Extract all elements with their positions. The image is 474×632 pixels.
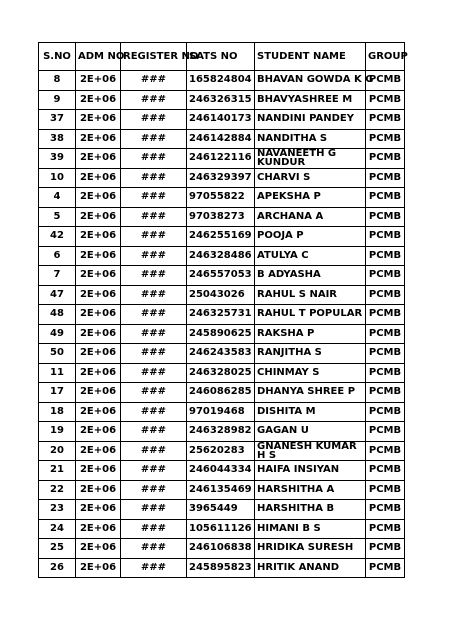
cell-sats-no: 165824804 [187, 71, 255, 91]
cell-register-no: ### [121, 363, 187, 383]
header-group: GROUP [366, 43, 405, 71]
cell-register-no: ### [121, 383, 187, 403]
cell-sno: 48 [39, 305, 76, 325]
cell-adm-no: 2E+06 [76, 363, 121, 383]
cell-student-name: RAHUL T POPULAR [255, 305, 366, 325]
table-row [39, 246, 405, 266]
cell-group: PCMB [366, 461, 405, 481]
cell-sno: 38 [39, 129, 76, 149]
cell-adm-no: 2E+06 [76, 110, 121, 130]
cell-student-name: GNANESH KUMAR H S [255, 441, 366, 461]
cell-sats-no: 246326315 [187, 90, 255, 110]
cell-register-no: ### [121, 188, 187, 208]
cell-sno: 49 [39, 324, 76, 344]
cell-sats-no: 246255169 [187, 227, 255, 247]
cell-group: PCMB [366, 188, 405, 208]
cell-register-no: ### [121, 441, 187, 461]
spreadsheet-page [38, 42, 408, 578]
table-row [39, 422, 405, 442]
cell-group: PCMB [366, 168, 405, 188]
table-row [39, 383, 405, 403]
cell-sats-no: 246106838 [187, 539, 255, 559]
cell-student-name: BHAVYASHREE M [255, 90, 366, 110]
cell-group: PCMB [366, 500, 405, 520]
cell-sats-no: 246140173 [187, 110, 255, 130]
cell-sno: 42 [39, 227, 76, 247]
cell-adm-no: 2E+06 [76, 149, 121, 169]
table-row [39, 305, 405, 325]
cell-student-name: HAIFA INSIYAN [255, 461, 366, 481]
cell-sats-no: 246329397 [187, 168, 255, 188]
cell-group: PCMB [366, 129, 405, 149]
cell-adm-no: 2E+06 [76, 285, 121, 305]
cell-sno: 18 [39, 402, 76, 422]
cell-register-no: ### [121, 246, 187, 266]
cell-register-no: ### [121, 461, 187, 481]
cell-sno: 50 [39, 344, 76, 364]
cell-sats-no: 246328025 [187, 363, 255, 383]
table-row [39, 266, 405, 286]
table-row [39, 402, 405, 422]
cell-sno: 5 [39, 207, 76, 227]
cell-student-name: RAHUL S NAIR [255, 285, 366, 305]
cell-adm-no: 2E+06 [76, 500, 121, 520]
cell-student-name: HARSHITHA B [255, 500, 366, 520]
cell-sats-no: 246328486 [187, 246, 255, 266]
cell-student-name: DHANYA SHREE P [255, 383, 366, 403]
cell-adm-no: 2E+06 [76, 207, 121, 227]
cell-group: PCMB [366, 558, 405, 578]
cell-register-no: ### [121, 344, 187, 364]
cell-sno: 21 [39, 461, 76, 481]
table-row [39, 539, 405, 559]
cell-adm-no: 2E+06 [76, 266, 121, 286]
cell-sats-no: 97019468 [187, 402, 255, 422]
cell-group: PCMB [366, 344, 405, 364]
cell-adm-no: 2E+06 [76, 422, 121, 442]
cell-sno: 17 [39, 383, 76, 403]
cell-sats-no: 97038273 [187, 207, 255, 227]
cell-group: PCMB [366, 285, 405, 305]
cell-adm-no: 2E+06 [76, 246, 121, 266]
table-row [39, 500, 405, 520]
cell-sats-no: 105611126 [187, 519, 255, 539]
cell-sno: 6 [39, 246, 76, 266]
cell-sno: 23 [39, 500, 76, 520]
cell-adm-no: 2E+06 [76, 129, 121, 149]
cell-register-no: ### [121, 422, 187, 442]
cell-sno: 4 [39, 188, 76, 208]
student-table [38, 42, 408, 578]
cell-student-name: ARCHANA A [255, 207, 366, 227]
table-row [39, 168, 405, 188]
cell-student-name: NAVANEETH G KUNDUR [255, 149, 366, 169]
table-row [39, 149, 405, 169]
cell-register-no: ### [121, 71, 187, 91]
table-row [39, 558, 405, 578]
header-sats-no: SATS NO [187, 43, 255, 71]
cell-student-name: ATULYA C [255, 246, 366, 266]
cell-register-no: ### [121, 305, 187, 325]
cell-sno: 47 [39, 285, 76, 305]
cell-adm-no: 2E+06 [76, 344, 121, 364]
cell-sats-no: 246086285 [187, 383, 255, 403]
cell-adm-no: 2E+06 [76, 461, 121, 481]
cell-group: PCMB [366, 207, 405, 227]
cell-sno: 26 [39, 558, 76, 578]
table-row [39, 188, 405, 208]
cell-group: PCMB [366, 422, 405, 442]
cell-sno: 39 [39, 149, 76, 169]
cell-sno: 22 [39, 480, 76, 500]
cell-group: PCMB [366, 246, 405, 266]
cell-student-name: RANJITHA S [255, 344, 366, 364]
cell-register-no: ### [121, 480, 187, 500]
table-row [39, 519, 405, 539]
cell-student-name: GAGAN U [255, 422, 366, 442]
table-row [39, 480, 405, 500]
cell-register-no: ### [121, 539, 187, 559]
cell-sno: 25 [39, 539, 76, 559]
cell-register-no: ### [121, 90, 187, 110]
header-student-name: STUDENT NAME [255, 43, 366, 71]
cell-adm-no: 2E+06 [76, 71, 121, 91]
cell-sno: 37 [39, 110, 76, 130]
cell-sno: 9 [39, 90, 76, 110]
table-row [39, 71, 405, 91]
cell-sno: 20 [39, 441, 76, 461]
cell-adm-no: 2E+06 [76, 383, 121, 403]
cell-student-name: RAKSHA P [255, 324, 366, 344]
cell-sno: 19 [39, 422, 76, 442]
cell-adm-no: 2E+06 [76, 324, 121, 344]
cell-adm-no: 2E+06 [76, 480, 121, 500]
cell-sats-no: 246122116 [187, 149, 255, 169]
cell-group: PCMB [366, 441, 405, 461]
table-row [39, 129, 405, 149]
cell-student-name: NANDINI PANDEY [255, 110, 366, 130]
header-register-no: REGISTER NO [121, 43, 187, 71]
cell-adm-no: 2E+06 [76, 305, 121, 325]
cell-sats-no: 246328982 [187, 422, 255, 442]
cell-register-no: ### [121, 324, 187, 344]
cell-adm-no: 2E+06 [76, 227, 121, 247]
cell-sats-no: 245890625 [187, 324, 255, 344]
cell-student-name: HIMANI B S [255, 519, 366, 539]
cell-sno: 8 [39, 71, 76, 91]
cell-group: PCMB [366, 266, 405, 286]
table-row [39, 461, 405, 481]
cell-register-no: ### [121, 129, 187, 149]
cell-sats-no: 25043026 [187, 285, 255, 305]
cell-group: PCMB [366, 519, 405, 539]
cell-sats-no: 246325731 [187, 305, 255, 325]
cell-group: PCMB [366, 149, 405, 169]
cell-student-name: HARSHITHA A [255, 480, 366, 500]
cell-register-no: ### [121, 266, 187, 286]
table-row [39, 441, 405, 461]
table-row [39, 324, 405, 344]
cell-sats-no: 246557053 [187, 266, 255, 286]
table-row [39, 285, 405, 305]
table-row [39, 344, 405, 364]
cell-group: PCMB [366, 539, 405, 559]
cell-adm-no: 2E+06 [76, 441, 121, 461]
cell-sats-no: 25620283 [187, 441, 255, 461]
cell-adm-no: 2E+06 [76, 90, 121, 110]
cell-group: PCMB [366, 383, 405, 403]
cell-student-name: CHARVI S [255, 168, 366, 188]
header-row [39, 43, 405, 71]
cell-student-name: APEKSHA P [255, 188, 366, 208]
table-row [39, 227, 405, 247]
cell-register-no: ### [121, 149, 187, 169]
cell-register-no: ### [121, 285, 187, 305]
cell-sats-no: 246243583 [187, 344, 255, 364]
cell-sno: 24 [39, 519, 76, 539]
cell-sats-no: 246044334 [187, 461, 255, 481]
cell-group: PCMB [366, 110, 405, 130]
header-sno: S.NO [39, 43, 76, 71]
cell-group: PCMB [366, 90, 405, 110]
cell-sno: 10 [39, 168, 76, 188]
table-row [39, 207, 405, 227]
table-row [39, 110, 405, 130]
table-body [39, 71, 405, 578]
cell-register-no: ### [121, 500, 187, 520]
cell-register-no: ### [121, 519, 187, 539]
cell-student-name: DISHITA M [255, 402, 366, 422]
cell-student-name: CHINMAY S [255, 363, 366, 383]
cell-adm-no: 2E+06 [76, 402, 121, 422]
header-adm-no: ADM NO [76, 43, 121, 71]
cell-register-no: ### [121, 207, 187, 227]
cell-student-name: B ADYASHA [255, 266, 366, 286]
cell-adm-no: 2E+06 [76, 168, 121, 188]
cell-register-no: ### [121, 558, 187, 578]
cell-register-no: ### [121, 402, 187, 422]
cell-sats-no: 246142884 [187, 129, 255, 149]
cell-group: PCMB [366, 324, 405, 344]
cell-student-name: POOJA P [255, 227, 366, 247]
cell-group: PCMB [366, 71, 405, 91]
cell-sno: 7 [39, 266, 76, 286]
cell-adm-no: 2E+06 [76, 558, 121, 578]
cell-sats-no: 97055822 [187, 188, 255, 208]
cell-student-name: HRITIK ANAND [255, 558, 366, 578]
cell-sats-no: 245895823 [187, 558, 255, 578]
cell-register-no: ### [121, 227, 187, 247]
cell-student-name: NANDITHA S [255, 129, 366, 149]
cell-group: PCMB [366, 402, 405, 422]
cell-register-no: ### [121, 168, 187, 188]
cell-adm-no: 2E+06 [76, 188, 121, 208]
cell-adm-no: 2E+06 [76, 539, 121, 559]
table-row [39, 363, 405, 383]
cell-group: PCMB [366, 305, 405, 325]
cell-sats-no: 246135469 [187, 480, 255, 500]
cell-group: PCMB [366, 363, 405, 383]
cell-sno: 11 [39, 363, 76, 383]
cell-student-name: BHAVAN GOWDA K G [255, 71, 366, 91]
cell-student-name: HRIDIKA SURESH [255, 539, 366, 559]
cell-adm-no: 2E+06 [76, 519, 121, 539]
cell-group: PCMB [366, 227, 405, 247]
cell-sats-no: 3965449 [187, 500, 255, 520]
cell-group: PCMB [366, 480, 405, 500]
cell-register-no: ### [121, 110, 187, 130]
table-row [39, 90, 405, 110]
